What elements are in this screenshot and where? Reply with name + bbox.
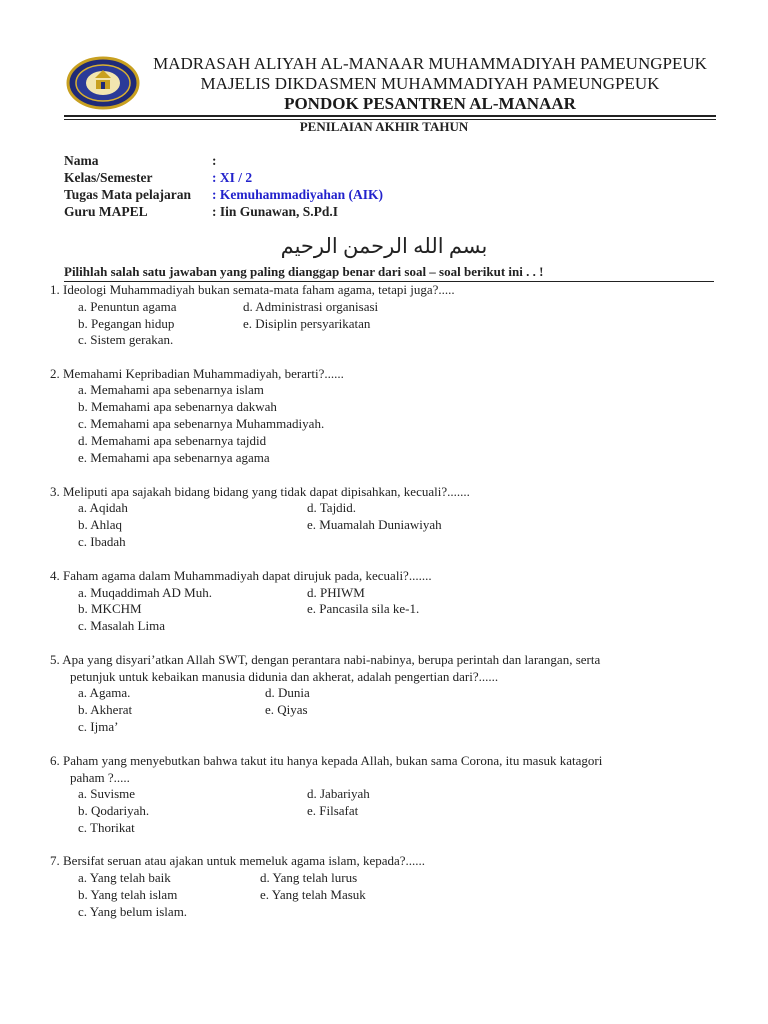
question-3-option-a: a. Aqidah (78, 500, 128, 515)
question-4-option-c: c. Masalah Lima (78, 618, 165, 633)
question-3-option-e: e. Muamalah Duniawiyah (307, 517, 442, 532)
question-1-option-b: b. Pegangan hidup (78, 316, 175, 331)
question-4-option-a: a. Muqaddimah AD Muh. (78, 585, 212, 600)
question-4-option-d: d. PHIWM (307, 585, 365, 600)
info-key: Kelas/Semester (64, 170, 153, 185)
question-6-text: 6. Paham yang menyebutkan bahwa takut itu hanya kepada Allah, bukan sama Corona, itu masuk katagori (50, 753, 603, 768)
question-6-option-e: e. Filsafat (307, 803, 359, 818)
info-value: : XI / 2 (212, 170, 253, 185)
exam-title: PENILAIAN AKHIR TAHUN (299, 119, 469, 134)
question-6-text-continued: paham ?..... (70, 770, 130, 785)
question-2-option-b: b. Memahami apa sebenarnya dakwah (78, 399, 277, 414)
question-2-option-d: d. Memahami apa sebenarnya tajdid (78, 433, 267, 448)
question-4-option-e: e. Pancasila sila ke-1. (307, 601, 420, 616)
header-rule-thick (64, 115, 716, 117)
header-council-name: MAJELIS DIKDASMEN MUHAMMADIYAH PAMEUNGPEUK (200, 74, 660, 93)
question-5-option-e: e. Qiyas (265, 702, 308, 717)
question-1-option-d: d. Administrasi organisasi (243, 299, 379, 314)
question-3-option-d: d. Tajdid. (307, 500, 357, 515)
question-3-text: 3. Meliputi apa sajakah bidang bidang yang tidak dapat dipisahkan, kecuali?....... (50, 484, 470, 499)
basmala: بسم الله الرحمن الرحيم (280, 234, 488, 258)
info-value: : Kemuhammadiyahan (AIK) (212, 187, 384, 202)
question-5-text: 5. Apa yang disyari’atkan Allah SWT, dengan perantara nabi-nabinya, berupa perintah dan larangan, serta (50, 652, 601, 667)
question-1-text: 1. Ideologi Muhammadiyah bukan semata-mata faham agama, tetapi juga?..... (50, 282, 455, 297)
question-1-option-e: e. Disiplin persyarikatan (243, 316, 371, 331)
question-1-option-a: a. Penuntun agama (78, 299, 177, 314)
question-5-option-b: b. Akherat (78, 702, 133, 717)
question-7-option-d: d. Yang telah lurus (260, 870, 358, 885)
question-7-option-b: b. Yang telah islam (78, 887, 178, 902)
info-key: Tugas Mata pelajaran (64, 187, 192, 202)
question-3-option-c: c. Ibadah (78, 534, 126, 549)
question-5-option-d: d. Dunia (265, 685, 310, 700)
question-7-option-c: c. Yang belum islam. (78, 904, 188, 919)
question-3-option-b: b. Ahlaq (78, 517, 123, 532)
question-7-option-e: e. Yang telah Masuk (260, 887, 366, 902)
info-value: : Iin Gunawan, S.Pd.I (212, 204, 339, 219)
question-5-option-c: c. Ijma’ (78, 719, 119, 734)
question-7-option-a: a. Yang telah baik (78, 870, 171, 885)
info-value: : (212, 153, 217, 168)
question-1-option-c: c. Sistem gerakan. (78, 332, 174, 347)
question-6-option-c: c. Thorikat (78, 820, 135, 835)
question-7-text: 7. Bersifat seruan atau ajakan untuk memeluk agama islam, kepada?...... (50, 853, 426, 868)
instruction: Pilihlah salah satu jawaban yang paling dianggap benar dari soal – soal berikut ini . . ! (64, 264, 544, 279)
question-6-option-d: d. Jabariyah (307, 786, 370, 801)
question-2-option-a: a. Memahami apa sebenarnya islam (78, 382, 264, 397)
header-pesantren-name: PONDOK PESANTREN AL-MANAAR (284, 94, 576, 113)
question-4-option-b: b. MKCHM (78, 601, 142, 616)
question-6-option-a: a. Suvisme (78, 786, 136, 801)
header-school-name: MADRASAH ALIYAH AL-MANAAR MUHAMMADIYAH PAMEUNGPEUK (153, 54, 707, 73)
info-key: Guru MAPEL (64, 204, 148, 219)
school-logo (66, 56, 140, 110)
question-2-option-c: c. Memahami apa sebenarnya Muhammadiyah. (78, 416, 325, 431)
question-4-text: 4. Faham agama dalam Muhammadiyah dapat dirujuk pada, kecuali?....... (50, 568, 432, 583)
info-key: Nama (64, 153, 99, 168)
question-2-option-e: e. Memahami apa sebenarnya agama (78, 450, 270, 465)
question-5-option-a: a. Agama. (78, 685, 131, 700)
question-2-text: 2. Memahami Kepribadian Muhammadiyah, berarti?...... (50, 366, 344, 381)
question-6-option-b: b. Qodariyah. (78, 803, 150, 818)
question-5-text-continued: petunjuk untuk kebaikan manusia diduniа dan akherat, adalah pengertian dari?...... (70, 669, 499, 684)
